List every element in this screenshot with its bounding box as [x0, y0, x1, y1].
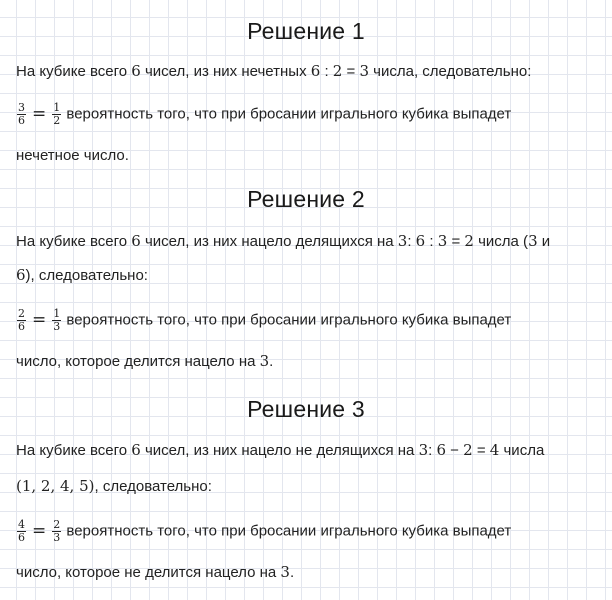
- solution-3-title: Решение 3: [247, 396, 365, 422]
- solution-2-probability-line: $\frac{2}{6}$ = $\frac{1}{3}$ вероятность того, что при бросании игрального кубика выпадет: [18, 307, 512, 333]
- solution-1-line-1: На кубике всего 6 чисел, из них нечетных 6 : 2 = 3 числа, следовательно:: [16, 62, 532, 80]
- solution-2-line-4: число, которое делится нацело на 3.: [16, 352, 274, 370]
- fraction-1-3: $\frac{1}{3}$: [53, 307, 61, 333]
- solution-1-line-3: нечетное число.: [16, 147, 129, 164]
- solution-2-line-2: 6), следовательно:: [16, 266, 148, 284]
- fraction-4-6: $\frac{4}{6}$: [18, 518, 25, 544]
- solution-3-probability-line: $\frac{4}{6}$ = $\frac{2}{3}$ вероятность того, что при бросании игрального кубика выпадет: [18, 518, 512, 544]
- fraction-2-3: $\frac{2}{3}$: [53, 518, 61, 544]
- solution-1-title: Решение 1: [247, 18, 365, 44]
- solution-2-title: Решение 2: [247, 186, 365, 212]
- solution-3-line-4: число, которое не делится нацело на 3.: [16, 563, 295, 581]
- solution-2-line-1: На кубике всего 6 чисел, из них нацело делящихся на 3: 6 : 3 = 2 числа (3 и: [16, 232, 551, 250]
- solution-1-probability-line: $\frac{3}{6}$ = $\frac{1}{2}$ вероятность того, что при бросании игрального кубика выпадет: [18, 101, 512, 127]
- solution-3-line-2: (1, 2, 4, 5), следовательно:: [16, 477, 212, 495]
- solution-3-line-1: На кубике всего 6 чисел, из них нацело не делящихся на 3: 6 − 2 = 4 числа: [16, 441, 545, 459]
- fraction-1-2: $\frac{1}{2}$: [53, 101, 61, 127]
- fraction-2-6: $\frac{2}{6}$: [18, 307, 25, 333]
- fraction-3-6: $\frac{3}{6}$: [18, 101, 25, 127]
